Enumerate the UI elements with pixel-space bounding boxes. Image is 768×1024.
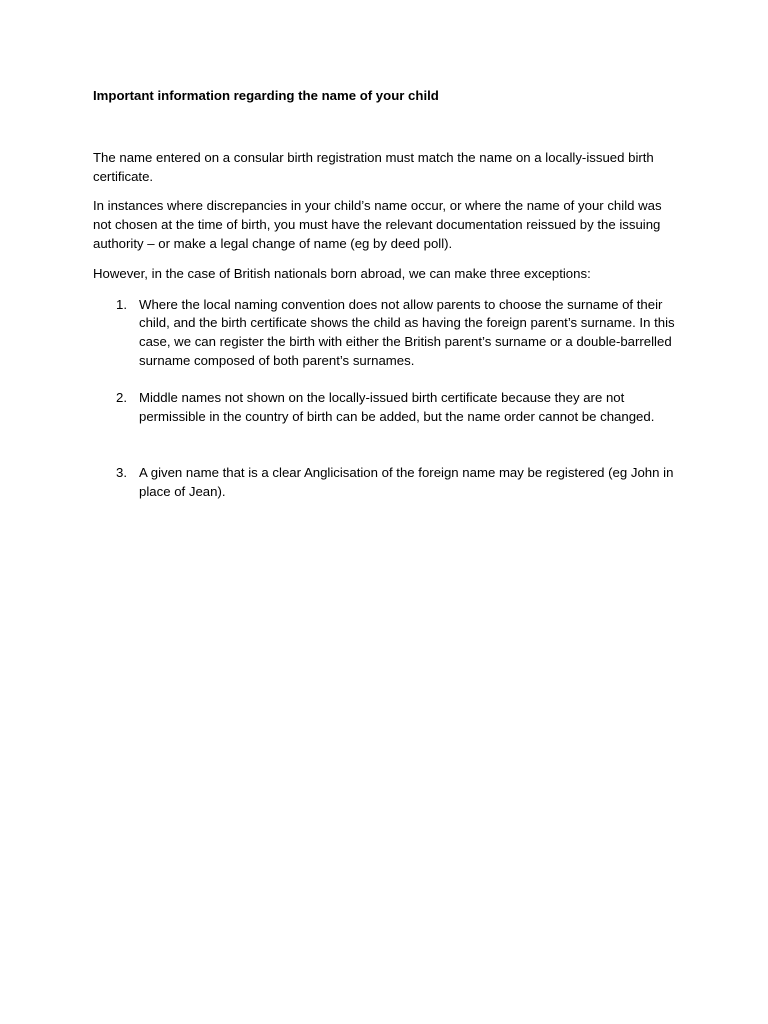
list-item-text: Middle names not shown on the locally-issued birth certificate because they are not permissible in the country of birth can be added, but the name order cannot be changed. [139, 389, 655, 424]
exceptions-list [93, 296, 678, 502]
paragraph-registration-name: The name entered on a consular birth registration must match the name on a locally-issued birth certificate. [93, 149, 654, 184]
list-item-text: Where the local naming convention does not allow parents to choose the surname of their child, and the birth certificate shows the child as having the foreign parent’s surname. In this case, we can register the birth with either the British parent’s surname or a double-barrelled surname composed of both parent’s surnames. [139, 296, 675, 368]
list-item-text: A given name that is a clear Anglicisation of the foreign name may be registered (eg John in place of Jean). [139, 465, 674, 500]
list-item-number: 2. [116, 389, 127, 405]
paragraph-exceptions-intro: However, in the case of British nationals born abroad, we can make three exceptions: [93, 265, 591, 281]
document-body [93, 87, 678, 502]
paragraph-discrepancies: In instances where discrepancies in your child’s name occur, or where the name of your child was not chosen at the time of birth, you must have the relevant documentation reissued by the issuing authority – or make a legal change of name (eg by deed poll). [93, 198, 662, 251]
document-heading: Important information regarding the name of your child [93, 88, 439, 103]
list-item [93, 389, 679, 427]
list-item [93, 464, 679, 502]
list-item [93, 296, 679, 371]
list-item-number: 1. [116, 296, 127, 312]
list-item-number: 3. [116, 465, 127, 481]
